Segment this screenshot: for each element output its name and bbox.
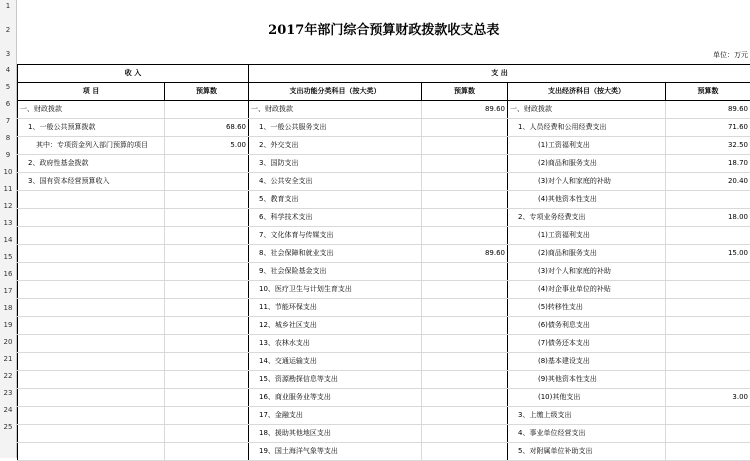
econ-item-cell[interactable]: 2、专项业务经费支出 xyxy=(508,209,666,227)
income-budget-cell[interactable]: 5.00 xyxy=(165,137,249,155)
row-number[interactable]: 15 xyxy=(0,249,16,266)
econ-budget-cell[interactable] xyxy=(666,191,750,209)
row-number[interactable]: 18 xyxy=(0,300,16,317)
row-number[interactable]: 14 xyxy=(0,232,16,249)
econ-budget-cell[interactable]: 20.40 xyxy=(666,173,750,191)
func-item-cell[interactable]: 19、国土海洋气象等支出 xyxy=(249,443,422,461)
expense-header[interactable]: 支 出 xyxy=(249,65,750,83)
func-item-cell[interactable]: 4、公共安全支出 xyxy=(249,173,422,191)
row-number[interactable]: 6 xyxy=(0,96,16,113)
func-item-cell[interactable]: 15、资源勘探信息等支出 xyxy=(249,371,422,389)
income-item-cell[interactable] xyxy=(18,389,165,407)
income-item-cell[interactable] xyxy=(18,335,165,353)
econ-budget-cell[interactable]: 18.70 xyxy=(666,155,750,173)
econ-item-cell[interactable]: (7)债务还本支出 xyxy=(508,335,666,353)
econ-item-cell[interactable]: (1)工资福利支出 xyxy=(508,137,666,155)
table-row xyxy=(18,245,750,263)
row-number[interactable]: 9 xyxy=(0,147,16,164)
income-item-cell[interactable]: 1、一般公共预算拨款 xyxy=(18,119,165,137)
row-number[interactable]: 4 xyxy=(0,62,16,79)
econ-item-cell[interactable]: (2)商品和服务支出 xyxy=(508,245,666,263)
page-title[interactable]: 2017年部门综合预算财政拨款收支总表 xyxy=(18,13,750,47)
func-budget-cell[interactable] xyxy=(422,389,508,407)
col-item-header[interactable]: 项 目 xyxy=(18,83,165,101)
econ-budget-cell[interactable] xyxy=(666,425,750,443)
row-number[interactable]: 23 xyxy=(0,385,16,402)
income-item-cell[interactable] xyxy=(18,353,165,371)
table-row xyxy=(18,173,750,191)
func-budget-cell[interactable] xyxy=(422,137,508,155)
func-budget-cell[interactable] xyxy=(422,425,508,443)
func-item-cell[interactable]: 2、外交支出 xyxy=(249,137,422,155)
income-item-cell[interactable] xyxy=(18,263,165,281)
row-number[interactable]: 2 xyxy=(0,13,16,47)
row-number[interactable]: 21 xyxy=(0,351,16,368)
func-budget-cell[interactable] xyxy=(422,173,508,191)
func-budget-cell[interactable] xyxy=(422,119,508,137)
row-number[interactable]: 24 xyxy=(0,402,16,419)
table-row xyxy=(18,281,750,299)
income-budget-cell[interactable] xyxy=(165,227,249,245)
income-item-cell[interactable] xyxy=(18,299,165,317)
income-item-cell[interactable]: 3、国有资本经营预算收入 xyxy=(18,173,165,191)
row-number[interactable]: 3 xyxy=(0,47,16,62)
func-budget-cell[interactable] xyxy=(422,263,508,281)
func-budget-cell[interactable] xyxy=(422,227,508,245)
func-item-cell[interactable]: 6、科学技术支出 xyxy=(249,209,422,227)
func-item-cell[interactable]: 18、援助其他地区支出 xyxy=(249,425,422,443)
econ-item-cell[interactable]: (8)基本建设支出 xyxy=(508,353,666,371)
table-row xyxy=(18,317,750,335)
row-number[interactable]: 25 xyxy=(0,419,16,436)
econ-item-cell[interactable]: 一、财政拨款 xyxy=(508,101,666,119)
table-row xyxy=(18,119,750,137)
func-item-cell[interactable]: 11、节能环保支出 xyxy=(249,299,422,317)
row-number[interactable]: 17 xyxy=(0,283,16,300)
income-budget-cell[interactable] xyxy=(165,281,249,299)
func-item-cell[interactable]: 3、国防支出 xyxy=(249,155,422,173)
table-row xyxy=(18,425,750,443)
income-item-cell[interactable] xyxy=(18,425,165,443)
func-budget-cell[interactable] xyxy=(422,299,508,317)
row-number[interactable]: 5 xyxy=(0,79,16,96)
econ-item-cell[interactable]: (3)对个人和家庭的补助 xyxy=(508,263,666,281)
econ-budget-cell[interactable] xyxy=(666,317,750,335)
func-budget-cell[interactable]: 89.60 xyxy=(422,245,508,263)
econ-item-cell[interactable]: (5)转移性支出 xyxy=(508,299,666,317)
econ-budget-cell[interactable]: 15.00 xyxy=(666,245,750,263)
func-budget-cell[interactable] xyxy=(422,371,508,389)
income-header[interactable]: 收 入 xyxy=(18,65,249,83)
table-row xyxy=(18,155,750,173)
income-budget-cell[interactable] xyxy=(165,101,249,119)
econ-item-cell[interactable]: 3、上缴上级支出 xyxy=(508,407,666,425)
income-item-cell[interactable] xyxy=(18,281,165,299)
header-row-1 xyxy=(18,65,750,83)
row-number[interactable]: 13 xyxy=(0,215,16,232)
table-row xyxy=(18,101,750,119)
col-budget1-header[interactable]: 预算数 xyxy=(165,83,249,101)
row-number[interactable]: 16 xyxy=(0,266,16,283)
row-number[interactable]: 19 xyxy=(0,317,16,334)
income-budget-cell[interactable]: 68.60 xyxy=(165,119,249,137)
income-item-cell[interactable]: 一、财政拨款 xyxy=(18,101,165,119)
econ-budget-cell[interactable]: 3.00 xyxy=(666,389,750,407)
income-item-cell[interactable] xyxy=(18,227,165,245)
income-budget-cell[interactable] xyxy=(165,335,249,353)
econ-item-cell[interactable]: (9)其他资本性支出 xyxy=(508,371,666,389)
econ-budget-cell[interactable] xyxy=(666,263,750,281)
row-number[interactable]: 1 xyxy=(0,0,16,13)
row-number[interactable]: 7 xyxy=(0,113,16,130)
table-row xyxy=(18,407,750,425)
header-row-2 xyxy=(18,83,750,101)
econ-item-cell[interactable]: (10)其他支出 xyxy=(508,389,666,407)
func-item-cell[interactable]: 16、商业服务业等支出 xyxy=(249,389,422,407)
table-row xyxy=(18,389,750,407)
budget-table xyxy=(17,0,750,461)
unit-label[interactable]: 单位：万元 xyxy=(18,47,750,65)
econ-item-cell[interactable]: 1、人员经费和公用经费支出 xyxy=(508,119,666,137)
func-item-cell[interactable]: 17、金融支出 xyxy=(249,407,422,425)
income-item-cell[interactable]: 2、政府性基金拨款 xyxy=(18,155,165,173)
income-budget-cell[interactable] xyxy=(165,371,249,389)
func-item-cell[interactable]: 14、交通运输支出 xyxy=(249,353,422,371)
income-item-cell[interactable] xyxy=(18,317,165,335)
income-budget-cell[interactable] xyxy=(165,245,249,263)
income-budget-cell[interactable] xyxy=(165,389,249,407)
econ-budget-cell[interactable]: 71.60 xyxy=(666,119,750,137)
econ-item-cell[interactable]: (1)工资福利支出 xyxy=(508,227,666,245)
econ-budget-cell[interactable] xyxy=(666,281,750,299)
income-item-cell[interactable] xyxy=(18,191,165,209)
income-item-cell[interactable] xyxy=(18,371,165,389)
income-budget-cell[interactable] xyxy=(165,353,249,371)
col-budget3-header[interactable]: 预算数 xyxy=(666,83,750,101)
func-budget-cell[interactable] xyxy=(422,407,508,425)
econ-budget-cell[interactable] xyxy=(666,299,750,317)
row-number[interactable]: 8 xyxy=(0,130,16,147)
econ-budget-cell[interactable]: 32.50 xyxy=(666,137,750,155)
func-item-cell[interactable]: 一、财政拨款 xyxy=(249,101,422,119)
econ-item-cell[interactable]: (4)其他资本性支出 xyxy=(508,191,666,209)
table-row xyxy=(18,227,750,245)
income-budget-cell[interactable] xyxy=(165,263,249,281)
econ-budget-cell[interactable] xyxy=(666,227,750,245)
income-item-cell[interactable] xyxy=(18,407,165,425)
func-budget-cell[interactable] xyxy=(422,335,508,353)
income-item-cell[interactable] xyxy=(18,209,165,227)
econ-budget-cell[interactable] xyxy=(666,353,750,371)
income-budget-cell[interactable] xyxy=(165,317,249,335)
income-item-cell[interactable] xyxy=(18,245,165,263)
income-item-cell[interactable]: 其中：专项资金列入部门预算的项目 xyxy=(18,137,165,155)
econ-item-cell[interactable]: 5、对附属单位补助支出 xyxy=(508,443,666,461)
income-budget-cell[interactable] xyxy=(165,191,249,209)
row-number[interactable]: 20 xyxy=(0,334,16,351)
func-item-cell[interactable]: 9、社会保险基金支出 xyxy=(249,263,422,281)
func-budget-cell[interactable] xyxy=(422,155,508,173)
table-row xyxy=(18,47,750,65)
econ-budget-cell[interactable] xyxy=(666,371,750,389)
col-econ-header[interactable]: 支出经济科目（按大类） xyxy=(508,83,666,101)
func-item-cell[interactable]: 12、城乡社区支出 xyxy=(249,317,422,335)
func-item-cell[interactable]: 7、文化体育与传媒支出 xyxy=(249,227,422,245)
econ-item-cell[interactable]: (6)债务利息支出 xyxy=(508,317,666,335)
table-row xyxy=(18,371,750,389)
table-row xyxy=(18,263,750,281)
table-row xyxy=(18,209,750,227)
row-number[interactable]: 10 xyxy=(0,164,16,181)
row-number[interactable]: 12 xyxy=(0,198,16,215)
row-number-column xyxy=(0,0,17,458)
income-budget-cell[interactable] xyxy=(165,173,249,191)
col-func-header[interactable]: 支出功能分类科目（按大类） xyxy=(249,83,422,101)
econ-item-cell[interactable]: 4、事业单位经营支出 xyxy=(508,425,666,443)
func-budget-cell[interactable] xyxy=(422,209,508,227)
income-budget-cell[interactable] xyxy=(165,299,249,317)
econ-budget-cell[interactable] xyxy=(666,335,750,353)
func-budget-cell[interactable] xyxy=(422,281,508,299)
econ-budget-cell[interactable] xyxy=(666,407,750,425)
table-row xyxy=(18,335,750,353)
func-item-cell[interactable]: 13、农林水支出 xyxy=(249,335,422,353)
econ-item-cell[interactable]: (3)对个人和家庭的补助 xyxy=(508,173,666,191)
income-budget-cell[interactable] xyxy=(165,155,249,173)
row-number[interactable]: 22 xyxy=(0,368,16,385)
row-number[interactable]: 11 xyxy=(0,181,16,198)
econ-budget-cell[interactable]: 18.00 xyxy=(666,209,750,227)
econ-item-cell[interactable]: (2)商品和服务支出 xyxy=(508,155,666,173)
income-budget-cell[interactable] xyxy=(165,209,249,227)
func-item-cell[interactable]: 1、一般公共服务支出 xyxy=(249,119,422,137)
func-item-cell[interactable]: 10、医疗卫生与计划生育支出 xyxy=(249,281,422,299)
table-row xyxy=(18,13,750,47)
table-row xyxy=(18,137,750,155)
func-budget-cell[interactable]: 89.60 xyxy=(422,101,508,119)
income-budget-cell[interactable] xyxy=(165,425,249,443)
table-row xyxy=(18,299,750,317)
table-row xyxy=(18,353,750,371)
func-budget-cell[interactable] xyxy=(422,353,508,371)
func-item-cell[interactable]: 8、社会保障和就业支出 xyxy=(249,245,422,263)
func-budget-cell[interactable] xyxy=(422,317,508,335)
func-item-cell[interactable]: 5、教育支出 xyxy=(249,191,422,209)
econ-budget-cell[interactable]: 89.60 xyxy=(666,101,750,119)
func-budget-cell[interactable] xyxy=(422,191,508,209)
table-row xyxy=(18,191,750,209)
col-budget2-header[interactable]: 预算数 xyxy=(422,83,508,101)
table-row xyxy=(18,0,750,13)
income-budget-cell[interactable] xyxy=(165,407,249,425)
econ-item-cell[interactable]: (4)对企事业单位的补贴 xyxy=(508,281,666,299)
